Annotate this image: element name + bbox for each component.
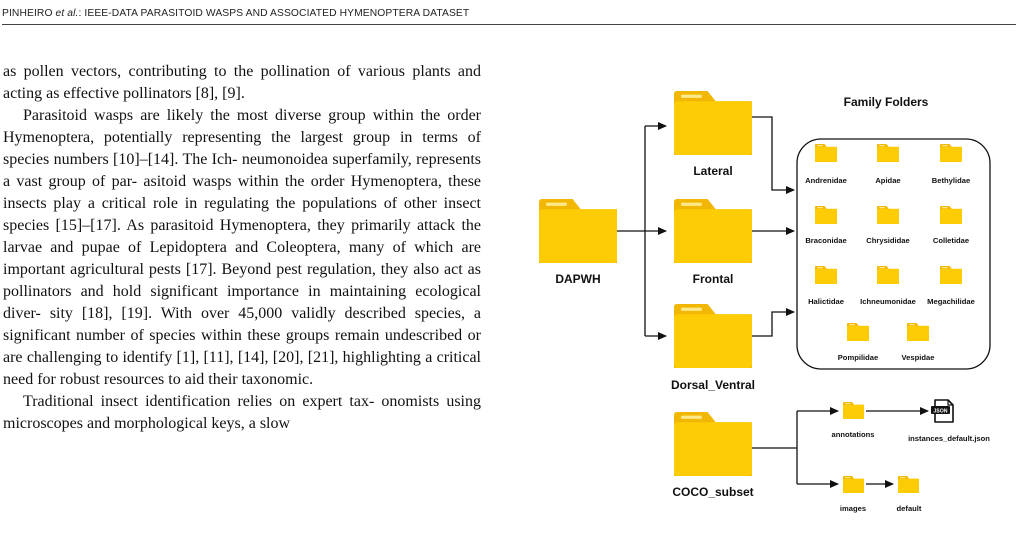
folder-label-dorsal-ventral: Dorsal_Ventral: [670, 378, 756, 392]
family-folders-title: Family Folders: [843, 95, 929, 109]
paragraph-pollen-vectors: as pollen vectors, contributing to the pollination of various plants and acting as effective pollinators [8], [9].: [3, 63, 482, 102]
family-folder-icon: [815, 144, 837, 162]
family-folder-icon: [940, 266, 962, 284]
folder-icon-dapwh: [539, 199, 617, 263]
family-label: Apidae: [875, 176, 901, 185]
running-head-authors: PINHEIRO: [2, 8, 56, 19]
paragraph-traditional-identification: Traditional insect identification relies on expert tax- onomists using microscopes and morphological keys, a slow: [3, 393, 481, 432]
family-folder-icon: [907, 323, 929, 341]
json-file-icon: [931, 400, 953, 422]
family-label: Pompilidae: [837, 353, 879, 362]
family-folder-icon: [940, 206, 962, 224]
family-folder-icon: [877, 144, 899, 162]
folder-icon-annotations: [843, 402, 864, 419]
folder-label-images: images: [839, 504, 867, 513]
folder-label-default: default: [896, 504, 922, 513]
paragraph-parasitoid-wasps: Parasitoid wasps are likely the most diverse group within the order Hymenoptera, potentially representing the largest group in terms of species numbers [10]–[14]. The Ich- neumonoidea superfamily, represents a vast group of par- asitoid wasps within the order Hymenoptera, these insects play a critical role in regulating the populations of other insect species [15]–[17]. As parasitoid Hymenoptera, they primarily attack the larvae and pupae of Lepidoptera and Coleoptera, many of which are important agricultural pests [17]. Beyond pest regulation, they also act as pollinators and hold significant importance in maintaining ecological diver- sity [18], [19]. With over 45,000 validly described species, a significant number of species within these groups remain undescribed or are challenging to identify [1], [11], [14], [20], [21], highlighting a critical need for robust resources to aid their taxonomic.: [3, 107, 482, 388]
folder-icon-coco-subset: [674, 412, 752, 476]
family-label: Megachilidae: [927, 297, 975, 306]
family-folders-box: [797, 139, 990, 369]
family-label: Chrysididae: [866, 236, 910, 245]
connector-dorsal-to-families: [752, 312, 794, 336]
family-label: Colletidae: [932, 236, 970, 245]
family-label: Ichneumonidae: [860, 297, 916, 306]
family-folder-icon: [877, 206, 899, 224]
folder-icon-images: [843, 476, 864, 493]
folder-label-frontal: Frontal: [692, 272, 734, 286]
family-folder-icon: [877, 266, 899, 284]
folder-icon-lateral: [674, 91, 752, 155]
file-label-instances-json: instances_default.json: [908, 434, 990, 443]
family-label: Halictidae: [808, 297, 844, 306]
folder-label-lateral: Lateral: [693, 164, 733, 178]
family-label: Braconidae: [805, 236, 847, 245]
folder-icon-dorsal-ventral: [674, 304, 752, 368]
family-label: Bethylidae: [931, 176, 971, 185]
running-head-title: : IEEE-DATA PARASITOID WASPS AND ASSOCIATED HYMENOPTERA DATASET: [78, 8, 470, 19]
family-label: Andrenidae: [805, 176, 847, 185]
folder-label-annotations: annotations: [831, 430, 875, 439]
running-head-et-al: et al.: [55, 8, 79, 19]
family-folder-icon: [940, 144, 962, 162]
folder-label-coco-subset: COCO_subset: [672, 485, 754, 499]
family-folder-icon: [815, 266, 837, 284]
json-badge-text: JSON: [933, 408, 948, 415]
connector-lateral-to-families: [752, 117, 794, 190]
folder-icon-default: [898, 476, 919, 493]
folder-icon-frontal: [674, 199, 752, 263]
family-folder-icon: [815, 206, 837, 224]
folder-label-dapwh: DAPWH: [555, 272, 601, 286]
family-label: Vespidae: [901, 353, 935, 362]
family-folder-icon: [847, 323, 869, 341]
